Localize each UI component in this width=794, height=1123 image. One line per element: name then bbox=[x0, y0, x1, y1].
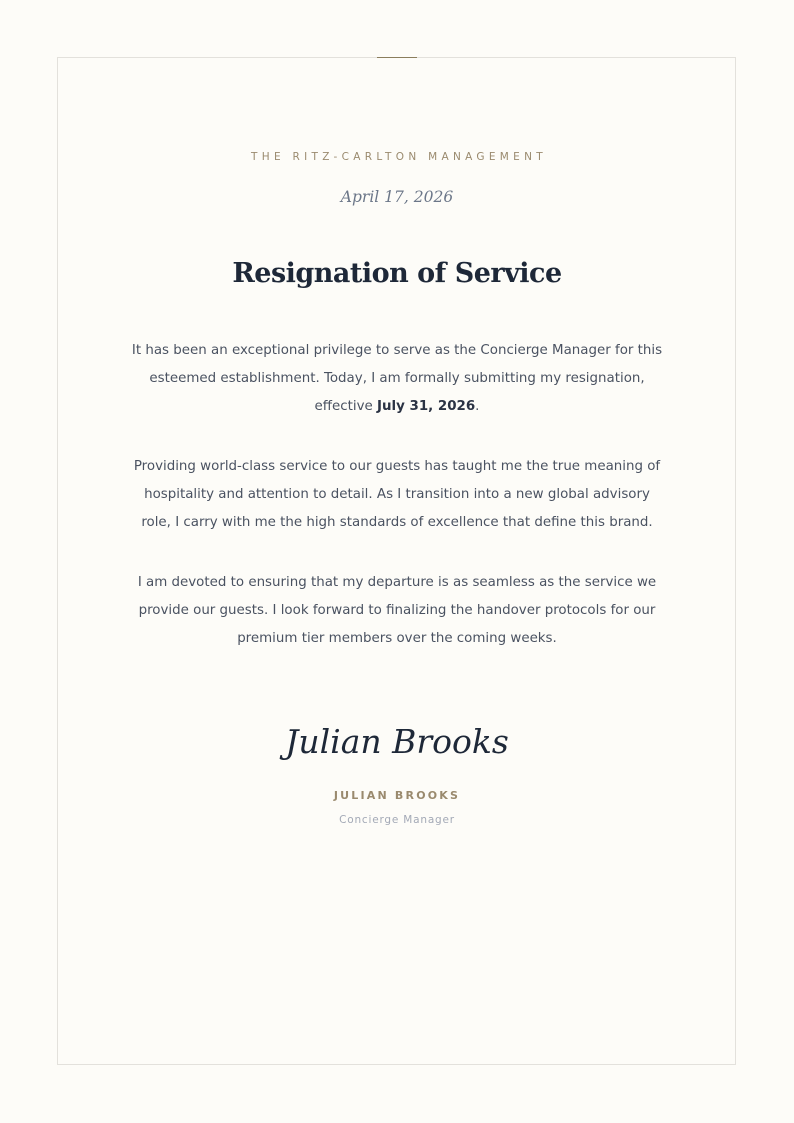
paragraph-1-end: . bbox=[475, 399, 480, 414]
letter-body bbox=[130, 337, 664, 685]
gold-accent-bar bbox=[377, 57, 417, 58]
paragraph-1 bbox=[130, 337, 664, 421]
paragraph-1-text: It has been an exceptional privilege to serve as the Concierge Manager for this esteemed establishment. Today, I am formally submitting my resignation, effective bbox=[131, 343, 663, 414]
letter-title: Resignation of Service bbox=[232, 258, 562, 289]
signer-name: JULIAN BROOKS bbox=[333, 789, 461, 802]
signature-script: Julian Brooks bbox=[285, 722, 509, 761]
paragraph-2: Providing world-class service to our guests has taught me the true meaning of hospitality and attention to detail. As I transition into a new global advisory role, I carry with me the high standards of excellence that define this brand. bbox=[133, 459, 661, 530]
organization-header: THE RITZ-CARLTON MANAGEMENT bbox=[251, 151, 547, 163]
paragraph-3: I am devoted to ensuring that my departure is as seamless as the service we provide our guests. I look forward to finalizing the handover protocols for our premium tier members over the coming weeks. bbox=[137, 575, 657, 646]
letter-date: April 17, 2026 bbox=[340, 188, 454, 206]
signer-role: Concierge Manager bbox=[339, 814, 455, 826]
effective-date: July 31, 2026 bbox=[377, 399, 476, 414]
